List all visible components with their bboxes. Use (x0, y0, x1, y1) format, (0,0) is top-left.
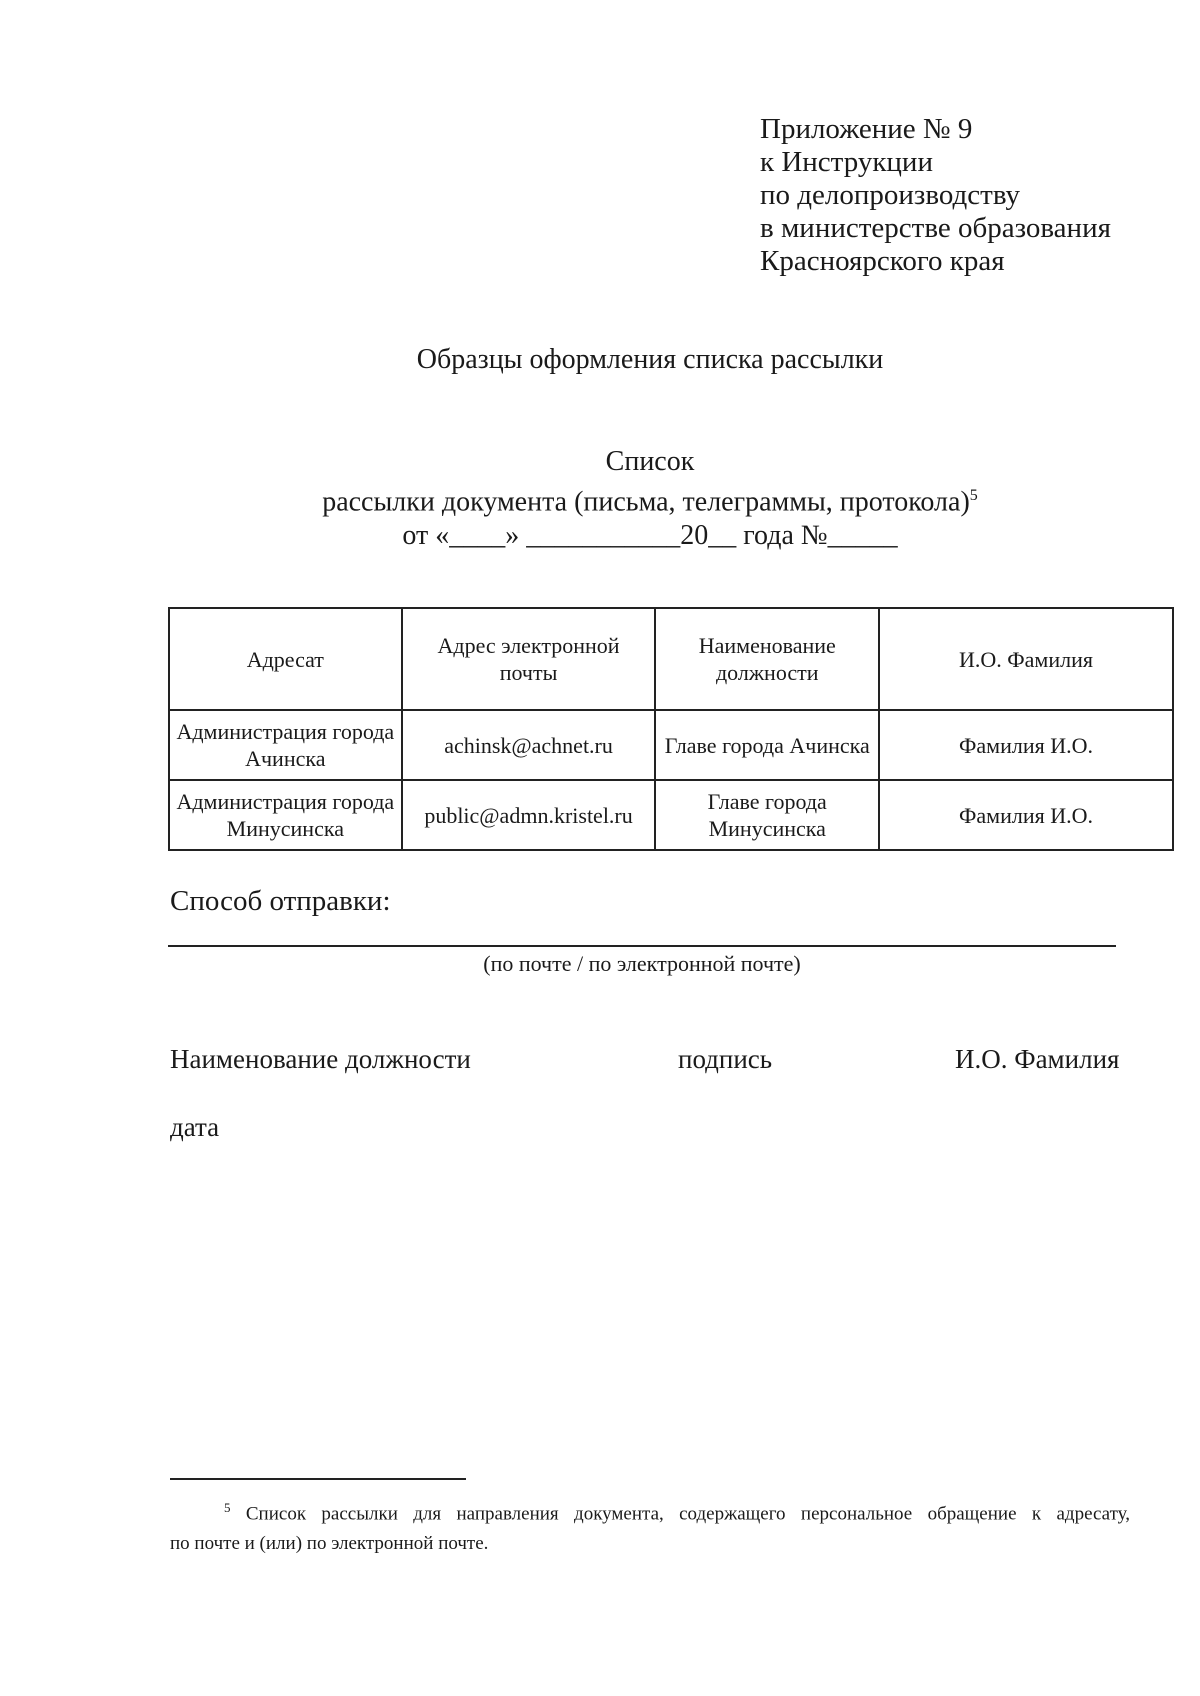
list-subtitle-text: рассылки документа (письма, телеграммы, протокола) (322, 486, 970, 518)
cell-name: Фамилия И.О. (879, 710, 1173, 780)
cell-addressee: Администрация города Минусинска (169, 780, 402, 850)
footnote-separator (170, 1478, 466, 1480)
list-header (0, 445, 1200, 553)
signatory-position: Наименование должности (170, 1044, 471, 1074)
footnote-text-1: Список рассылки для направления документа, содержащего персональное обращение к адресату, (245, 1503, 1130, 1525)
cell-position: Главе города Минусинска (655, 780, 879, 850)
footnote-line-1 (170, 1493, 1130, 1529)
footnote-number: 5 (224, 1500, 231, 1515)
appendix-line: по делопроизводству (760, 179, 1021, 211)
appendix-line: Красноярского края (760, 245, 1005, 277)
signatory-name: И.О. Фамилия (955, 1044, 1120, 1074)
column-header-position: Наименование должности (655, 608, 879, 710)
column-header-addressee: Адресат (169, 608, 402, 710)
cell-name: Фамилия И.О. (879, 780, 1173, 850)
appendix-line: в министерстве образования (760, 212, 1111, 244)
list-date-number-line: от «____» ___________20__ года №_____ (402, 520, 898, 552)
list-title: Список (605, 446, 695, 477)
table-row (169, 780, 1173, 850)
document-title: Образцы оформления списка рассылки (416, 344, 884, 375)
delivery-method-label: Способ отправки: (170, 885, 391, 917)
date-label: дата (170, 1112, 220, 1142)
footnote (170, 1493, 1130, 1559)
delivery-method-hint: (по почте / по электронной почте) (483, 951, 801, 976)
footnote-line-2: по почте и (или) по электронной почте. (170, 1533, 489, 1555)
cell-addressee: Администрация города Ачинска (169, 710, 402, 780)
cell-email: public@admn.kristel.ru (402, 780, 656, 850)
cell-email: achinsk@achnet.ru (402, 710, 656, 780)
delivery-method-line (168, 945, 1116, 947)
appendix-block (760, 113, 1111, 278)
list-subtitle (0, 479, 1200, 519)
table-header-row (169, 608, 1173, 710)
table-row (169, 710, 1173, 780)
column-header-name: И.О. Фамилия (879, 608, 1173, 710)
distribution-table (168, 607, 1174, 851)
signature-placeholder: подпись (678, 1044, 773, 1074)
appendix-line: Приложение № 9 (760, 113, 973, 145)
footnote-ref: 5 (969, 487, 978, 504)
cell-position: Главе города Ачинска (655, 710, 879, 780)
column-header-email: Адрес электронной почты (402, 608, 656, 710)
appendix-line: к Инструкции (760, 146, 933, 178)
